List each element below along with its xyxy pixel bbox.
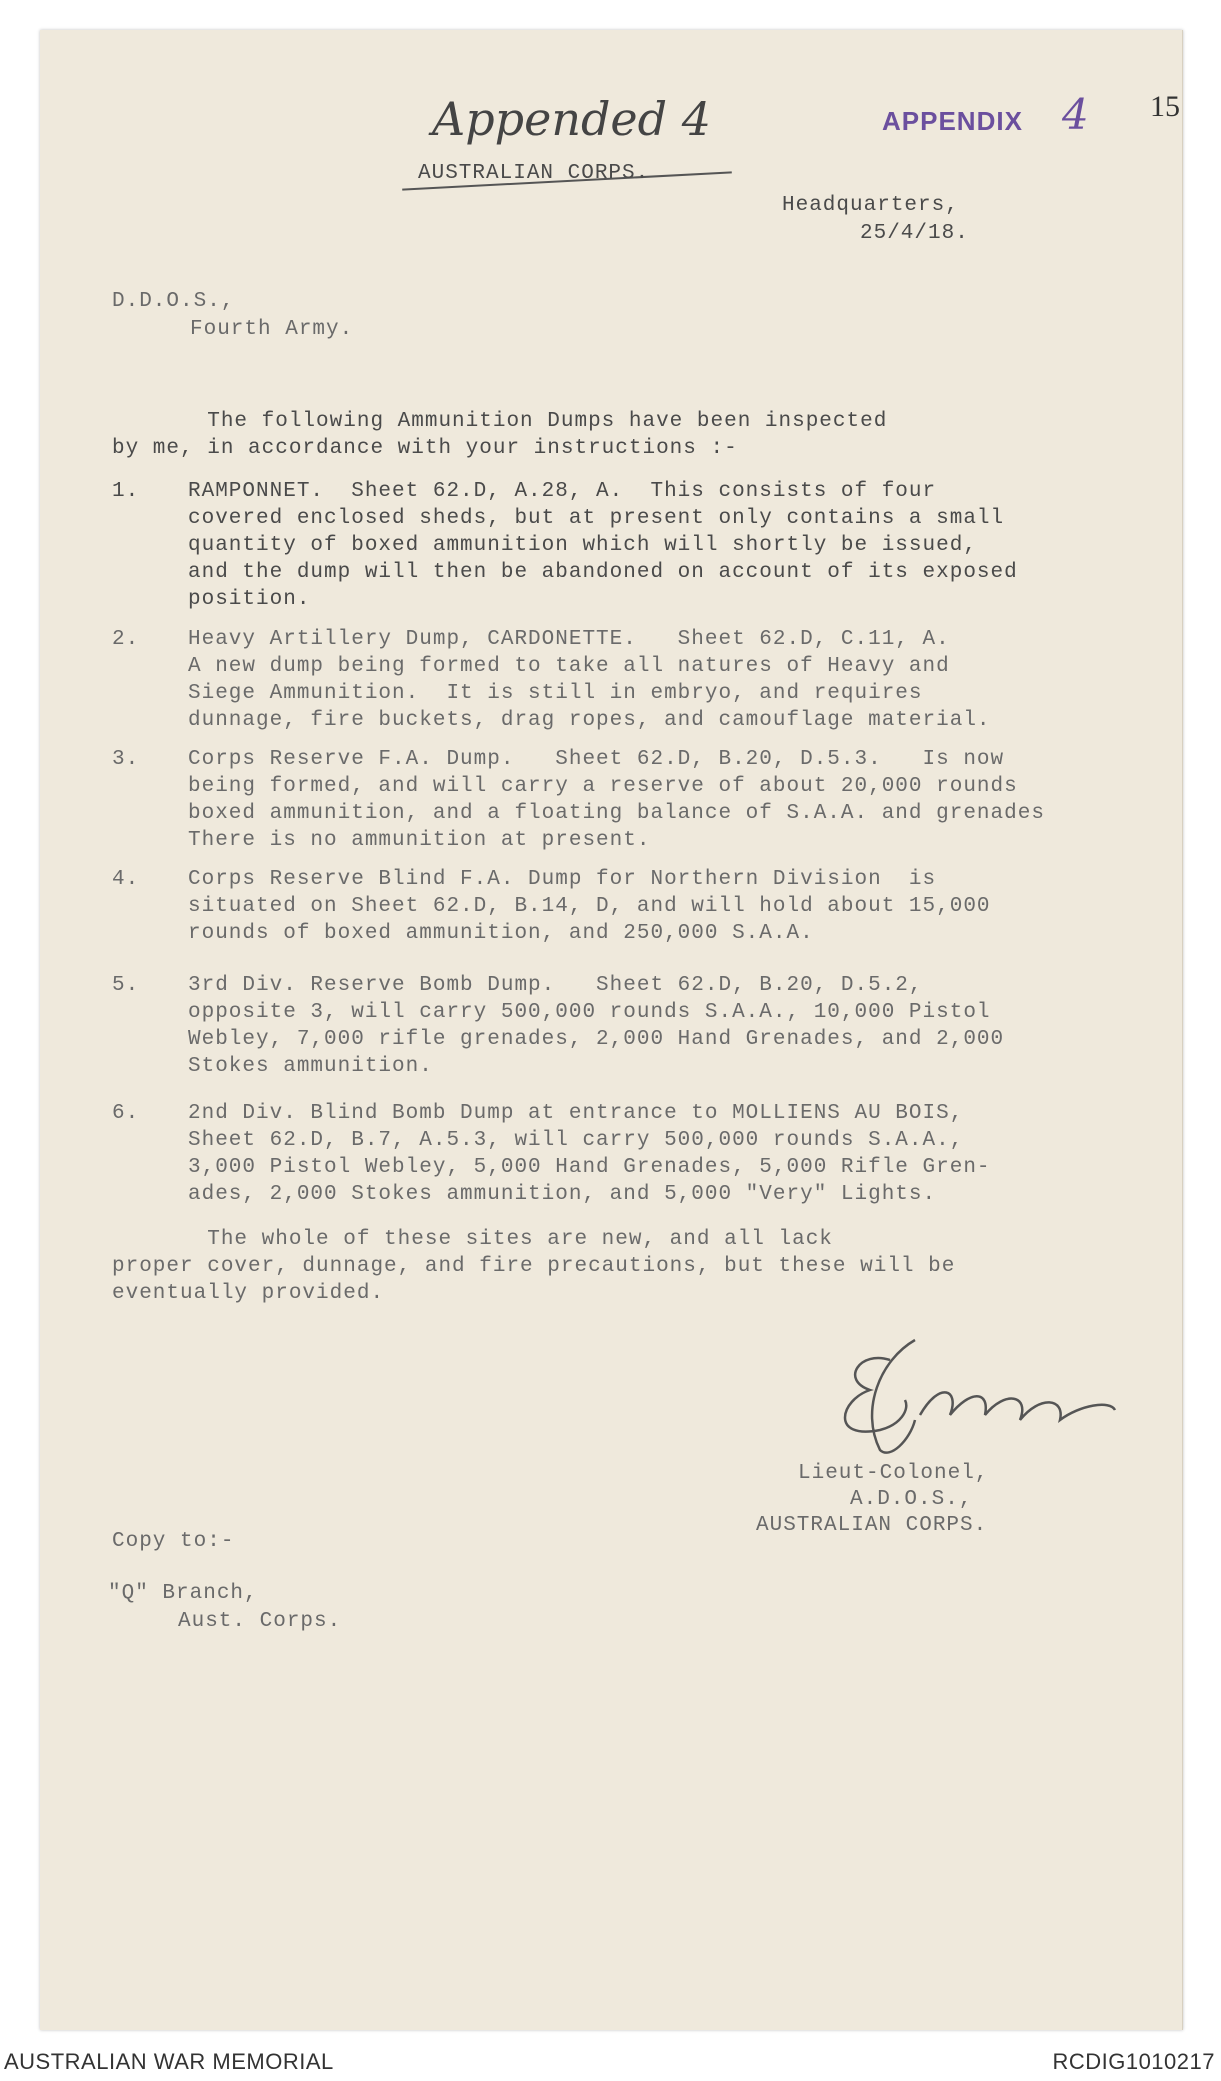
- item-number: 3.: [112, 748, 140, 771]
- recipient-line-2: Fourth Army.: [190, 318, 354, 341]
- list-item: [112, 972, 1005, 1080]
- item-number: 5.: [112, 974, 140, 997]
- item-text: 3rd Div. Reserve Bomb Dump. Sheet 62.D, B.20, D.5.2, opposite 3, will carry 500,000 rounds S.A.A., 10,000 Pistol Webley, 7,000 rifle grenades, 2,000 Hand Grenades, and 2,000 Stokes ammunition.: [188, 974, 1005, 1078]
- page-number: 15: [1150, 90, 1180, 123]
- list-item: [112, 866, 991, 974]
- list-item: [112, 1100, 991, 1208]
- list-item: [112, 746, 1045, 854]
- letter-title: AUSTRALIAN CORPS.: [418, 162, 650, 185]
- item-text: Corps Reserve Blind F.A. Dump for Northern Division is situated on Sheet 62.D, B.14, D, and will hold about 15,000 rounds of boxed ammunition, and 250,000 S.A.A.: [188, 868, 991, 945]
- copy-recipient-line-1: "Q" Branch,: [108, 1582, 258, 1605]
- list-item: [112, 478, 1018, 611]
- headquarters-label: Headquarters,: [782, 194, 959, 217]
- signatory-rank: Lieut-Colonel,: [798, 1462, 989, 1485]
- handwritten-appendix-note: Appended 4: [432, 92, 711, 146]
- copy-recipient-line-2: Aust. Corps.: [178, 1610, 342, 1633]
- item-text: 2nd Div. Blind Bomb Dump at entrance to MOLLIENS AU BOIS, Sheet 62.D, B.7, A.5.3, will carry 500,000 rounds S.A.A., 3,000 Pistol Webley, 5,000 Hand Grenades, 5,000 Rifle Gren- ades, 2,000 Stokes ammunition, and 5,000 "Very" Lights.: [188, 1102, 991, 1206]
- document-page: [40, 30, 1183, 2030]
- item-number: 6.: [112, 1102, 140, 1125]
- signature-image: [820, 1320, 1130, 1470]
- item-number: 2.: [112, 628, 140, 651]
- signatory-unit: AUSTRALIAN CORPS.: [756, 1514, 988, 1537]
- item-text: Corps Reserve F.A. Dump. Sheet 62.D, B.20, D.5.3. Is now being formed, and will carry a reserve of about 20,000 rounds boxed ammunition, and a floating balance of S.A.A. and grenades There is no ammunition at present.: [188, 748, 1045, 852]
- item-text: RAMPONNET. Sheet 62.D, A.28, A. This consists of four covered enclosed sheds, but at present only contains a small quantity of boxed ammunition which will shortly be issued, and the dump will then be abandoned on account of its exposed position.: [188, 480, 1018, 611]
- item-number: 1.: [112, 480, 140, 503]
- appendix-stamp: APPENDIX: [882, 106, 1023, 136]
- copy-to-label: Copy to:-: [112, 1530, 235, 1553]
- item-number: 4.: [112, 868, 140, 891]
- closing-paragraph: The whole of these sites are new, and all lack proper cover, dunnage, and fire precautions, but these will be eventually provided.: [112, 1228, 956, 1305]
- recipient-line-1: D.D.O.S.,: [112, 290, 235, 313]
- footer-record-id: RCDIG1010217: [1052, 2049, 1215, 2074]
- item-text: Heavy Artillery Dump, CARDONETTE. Sheet 62.D, C.11, A. A new dump being formed to take all natures of Heavy and Siege Ammunition. It is still in embryo, and requires dunnage, fire buckets, drag ropes, and camouflage material.: [188, 628, 991, 732]
- signatory-role: A.D.O.S.,: [850, 1488, 973, 1511]
- footer-archive-name: AUSTRALIAN WAR MEMORIAL: [4, 2049, 334, 2074]
- letter-date: 25/4/18.: [860, 222, 969, 245]
- intro-paragraph: The following Ammunition Dumps have been inspected by me, in accordance with your instructions :-: [112, 410, 888, 460]
- list-item: [112, 626, 991, 734]
- appendix-stamp-number: 4: [1062, 90, 1089, 139]
